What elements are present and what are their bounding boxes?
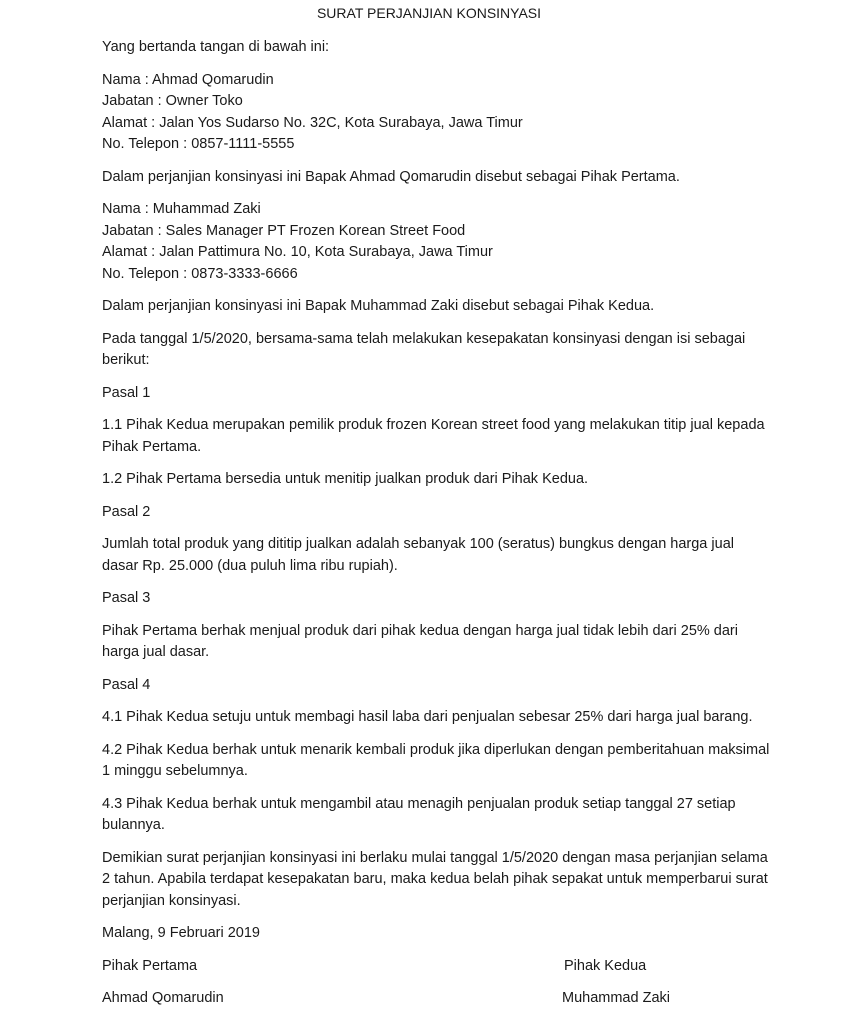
place-date: Malang, 9 Februari 2019	[102, 925, 260, 941]
pasal1-clause-1: 1.1 Pihak Kedua merupakan pemilik produk frozen Korean street food yang melakukan titip jual kepada Pihak Pertama.	[102, 417, 765, 455]
pasal4-heading: Pasal 4	[102, 676, 151, 693]
party2-alamat: Alamat : Jalan Pattimura No. 10, Kota Surabaya, Jawa Timur	[102, 244, 493, 260]
party1-nama: Nama : Ahmad Qomarudin	[102, 71, 274, 88]
closing-text: Demikian surat perjanjian konsinyasi ini berlaku mulai tanggal 1/5/2020 dengan masa perjanjian selama 2 tahun. Apabila terdapat kesepakatan baru, maka kedua belah pihak sepakat untuk memperbarui surat perjanjian konsinyasi.	[102, 849, 768, 909]
pasal1-heading: Pasal 1	[102, 384, 151, 401]
pasal1-clause-2: 1.2 Pihak Pertama bersedia untuk menitip jualkan produk dari Pihak Kedua.	[102, 471, 589, 487]
party2-statement: Dalam perjanjian konsinyasi ini Bapak Muhammad Zaki disebut sebagai Pihak Kedua.	[102, 298, 655, 314]
pasal4-clause-3: 4.3 Pihak Kedua berhak untuk mengambil atau menagih penjualan produk setiap tanggal 27 setiap bulannya.	[102, 795, 736, 833]
signature-labels	[102, 956, 772, 978]
document-body	[102, 37, 772, 1021]
pasal2-heading: Pasal 2	[102, 503, 151, 520]
party1-jabatan: Jabatan : Owner Toko	[102, 93, 243, 109]
party2-details	[102, 199, 772, 285]
pasal4-clause-2: 4.2 Pihak Kedua berhak untuk menarik kembali produk jika diperlukan dengan pemberitahuan maksimal 1 minggu sebelumnya.	[102, 741, 770, 779]
signature-left-label: Pihak Pertama	[102, 957, 198, 974]
pasal3-clause-1: Pihak Pertama berhak menjual produk dari pihak kedua dengan harga jual tidak lebih dari 25% dari harga jual dasar.	[102, 622, 738, 660]
party2-jabatan: Jabatan : Sales Manager PT Frozen Korean Street Food	[102, 222, 466, 239]
party1-telepon: No. Telepon : 0857-1111-5555	[102, 136, 295, 152]
party2-telepon: No. Telepon : 0873-3333-6666	[102, 265, 298, 282]
pasal3-heading: Pasal 3	[102, 590, 151, 606]
intro-text: Yang bertanda tangan di bawah ini:	[102, 39, 330, 55]
pasal4-clause-1: 4.1 Pihak Kedua setuju untuk membagi hasil laba dari penjualan sebesar 25% dari harga jual barang.	[102, 709, 753, 725]
agreement-intro: Pada tanggal 1/5/2020, bersama-sama telah melakukan kesepakatan konsinyasi dengan isi sebagai berikut:	[102, 330, 746, 368]
party1-details	[102, 70, 772, 156]
signature-right-name: Muhammad Zaki	[562, 990, 670, 1006]
party1-statement: Dalam perjanjian konsinyasi ini Bapak Ahmad Qomarudin disebut sebagai Pihak Pertama.	[102, 168, 680, 185]
document-title: SURAT PERJANJIAN KONSINYASI	[316, 5, 542, 21]
party2-nama: Nama : Muhammad Zaki	[102, 201, 261, 217]
signature-left-name: Ahmad Qomarudin	[102, 990, 224, 1006]
signature-right-label: Pihak Kedua	[564, 957, 647, 974]
pasal2-clause-1: Jumlah total produk yang dititip jualkan adalah sebanyak 100 (seratus) bungkus dengan harga jual dasar Rp. 25.000 (dua puluh lima ribu rupiah).	[102, 536, 734, 574]
signature-names	[102, 988, 772, 1010]
party1-alamat: Alamat : Jalan Yos Sudarso No. 32C, Kota Surabaya, Jawa Timur	[102, 114, 523, 131]
